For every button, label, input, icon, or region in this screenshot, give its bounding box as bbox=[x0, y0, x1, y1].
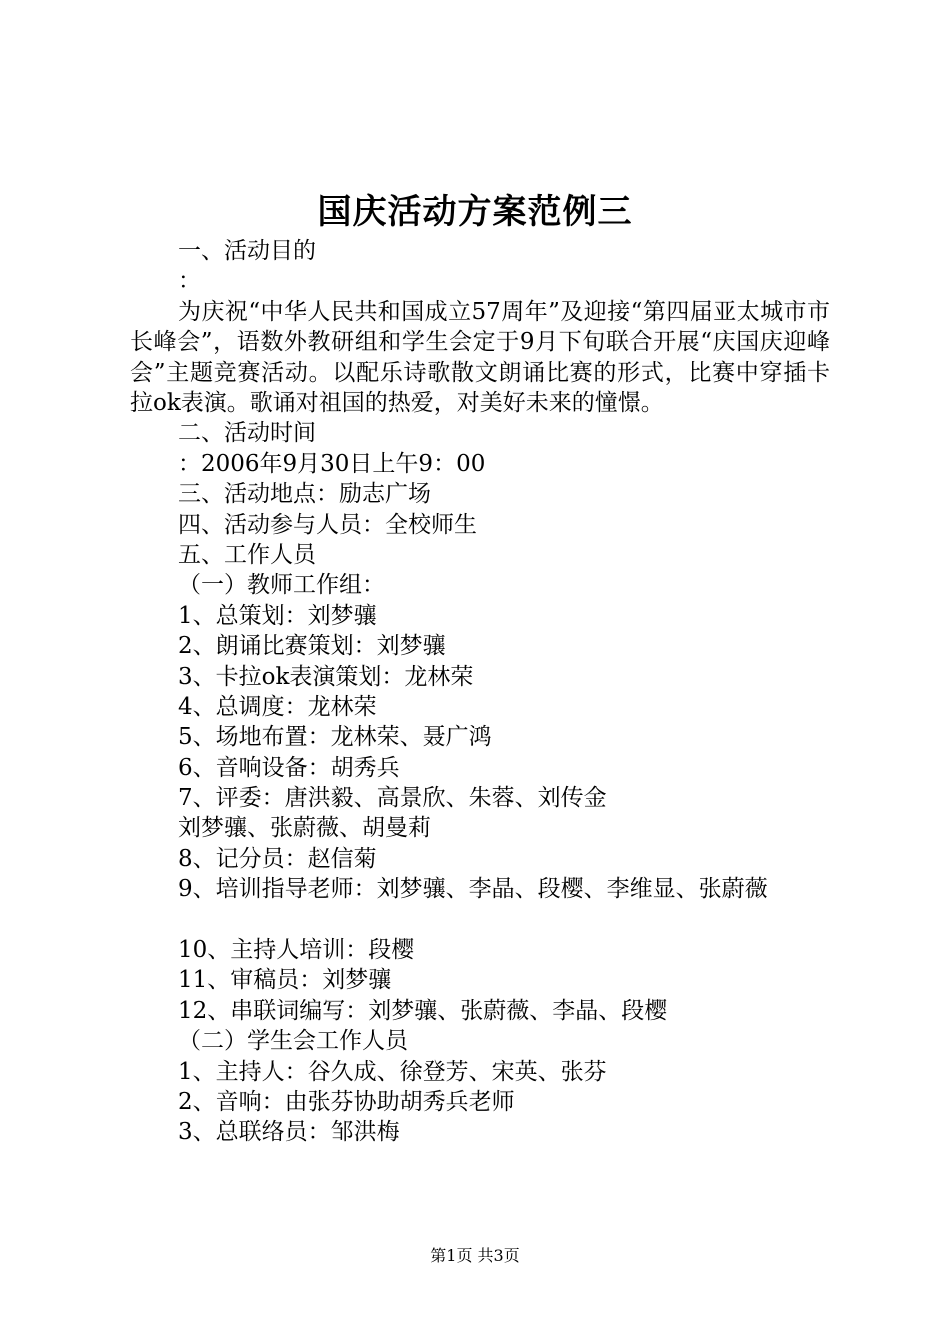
page-footer: 第1页 共3页 bbox=[430, 1246, 520, 1265]
list-item-continuation: 刘梦骧、张蔚薇、胡曼莉 bbox=[178, 815, 431, 842]
list-item: 7、评委：唐洪毅、高景欣、朱蓉、刘传金 bbox=[178, 785, 607, 812]
list-item: 2、朗诵比赛策划：刘梦骧 bbox=[178, 633, 446, 660]
list-item: 1、总策划：刘梦骧 bbox=[178, 602, 377, 629]
list-item: 3、总联络员：邹洪梅 bbox=[178, 1119, 400, 1146]
list-item: 4、总调度：龙林荣 bbox=[178, 693, 377, 720]
list-item: 11、审稿员：刘梦骧 bbox=[178, 967, 392, 994]
document-body bbox=[130, 236, 830, 1148]
list-item: 5、场地布置：龙林荣、聂广鸿 bbox=[178, 724, 492, 751]
subsection-heading-student-union: （二）学生会工作人员 bbox=[178, 1028, 408, 1055]
text-line: ： bbox=[178, 268, 201, 295]
list-item: 10、主持人培训：段樱 bbox=[178, 937, 415, 964]
subsection-heading-teachers: （一）教师工作组： bbox=[178, 572, 385, 599]
blank-line bbox=[130, 905, 830, 935]
purpose-paragraph: 为庆祝“中华人民共和国成立57周年”及迎接“第四届亚太城市市长峰会”，语数外教研组和学生会定于9月下旬联合开展“庆国庆迎峰会”主题竞赛活动。以配乐诗歌散文朗诵比赛的形式，比赛中穿插卡拉ok表演。歌诵对祖国的热爱，对美好未来的憧憬。 bbox=[130, 298, 830, 416]
list-item: 9、培训指导老师：刘梦骧、李晶、段樱、李维显、张蔚薇 bbox=[178, 876, 768, 903]
list-item: 3、卡拉ok表演策划：龙林荣 bbox=[178, 663, 474, 690]
section-heading-time: 二、活动时间 bbox=[178, 420, 316, 447]
list-item: 1、主持人：谷久成、徐登芳、宋英、张芬 bbox=[178, 1058, 607, 1085]
text-line: ：2006年9月30日上午9：00 bbox=[178, 450, 486, 477]
section-heading-staff: 五、工作人员 bbox=[178, 541, 316, 568]
list-item: 6、音响设备：胡秀兵 bbox=[178, 754, 400, 781]
list-item: 8、记分员：赵信菊 bbox=[178, 845, 377, 872]
section-heading-participants: 四、活动参与人员：全校师生 bbox=[178, 511, 477, 538]
list-item: 12、串联词编写：刘梦骧、张蔚薇、李晶、段樱 bbox=[178, 997, 668, 1024]
section-heading-purpose: 一、活动目的 bbox=[178, 238, 316, 264]
section-heading-location: 三、活动地点：励志广场 bbox=[178, 481, 431, 508]
list-item: 2、音响：由张芬协助胡秀兵老师 bbox=[178, 1089, 515, 1115]
document-title: 国庆活动方案范例三 bbox=[317, 192, 633, 232]
